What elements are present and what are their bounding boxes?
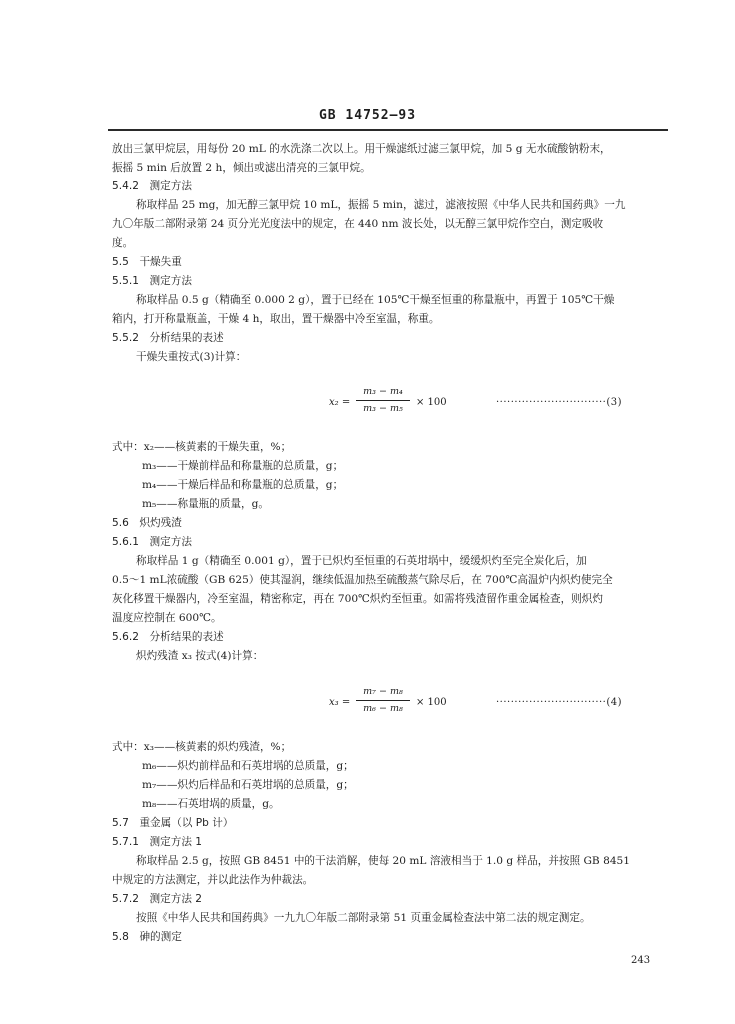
section-heading-5-6: 5.6 炽灼残渣 [112, 517, 182, 529]
equation-4-number: ······························(4) [496, 697, 623, 708]
paragraph-line: 温度应控制在 600℃。 [112, 612, 222, 624]
page-number: 243 [631, 955, 651, 966]
paragraph-line: 放出三氯甲烷层，用每份 20 mL 的水洗涤二次以上。用干燥滤纸过滤三氯甲烷，加 5 g 无水硫酸钠粉末， [112, 143, 611, 155]
paragraph-line: 炽灼残渣 x₃ 按式(4)计算： [136, 650, 264, 662]
paragraph-line: 称取样品 2.5 g，按照 GB 8451 中的干法消解，使每 20 mL 溶液相当于 1.0 g 样品，并按照 GB 8451 [136, 855, 631, 867]
standard-code-header: GB 14752—93 [318, 108, 417, 123]
header-rule [108, 129, 668, 131]
paragraph-line: 式中：x₃——核黄素的炽灼残渣，%； [112, 741, 292, 753]
equation-3-numerator: m₃ − m₄ [363, 386, 403, 397]
variable-definition: m₇——炽灼后样品和石英坩埚的总质量，g； [142, 779, 354, 791]
section-heading-5-7: 5.7 重金属（以 Pb 计） [112, 817, 234, 829]
paragraph-line: 式中：x₂——核黄素的干燥失重，%； [112, 441, 292, 453]
paragraph-line: 称取样品 25 mg，加无醇三氯甲烷 10 mL，振摇 5 min，滤过，滤液按照《中华人民共和国药典》一九 [136, 199, 626, 211]
paragraph-line: 称取样品 1 g（精确至 0.001 g），置于已炽灼至恒重的石英坩埚中，缓缓炽灼至完全炭化后，加 [136, 555, 587, 567]
section-heading-5-7-2: 5.7.2 测定方法 2 [112, 893, 203, 905]
section-heading-5-5-2: 5.5.2 分析结果的表述 [112, 332, 224, 344]
section-heading-5-4-2: 5.4.2 测定方法 [112, 180, 192, 192]
equation-3-rhs: × 100 [416, 397, 447, 408]
paragraph-line: 灰化移置干燥器内，冷至室温，精密称定，再在 700℃炽灼至恒重。如需将残渣留作重金属检查，则炽灼 [112, 593, 603, 605]
equation-3-denominator: m₃ − m₅ [363, 403, 403, 414]
paragraph-line: 振摇 5 min 后放置 2 h，倾出或滤出清亮的三氯甲烷。 [112, 162, 371, 174]
variable-definition: m₆——炽灼前样品和石英坩埚的总质量，g； [142, 760, 354, 772]
equation-3-lhs: x₂ = [329, 397, 351, 408]
variable-definition: m₈——石英坩埚的质量，g。 [142, 798, 280, 810]
equation-4-denominator: m₆ − m₈ [363, 703, 403, 714]
section-heading-5-6-2: 5.6.2 分析结果的表述 [112, 631, 224, 643]
section-heading-5-6-1: 5.6.1 测定方法 [112, 536, 192, 548]
equation-4-fraction-bar [356, 700, 410, 701]
paragraph-line: 中规定的方法测定，并以此法作为仲裁法。 [112, 874, 314, 886]
equation-3-fraction-bar [356, 400, 410, 401]
section-heading-5-8: 5.8 砷的测定 [112, 931, 182, 943]
equation-4-rhs: × 100 [416, 697, 447, 708]
variable-definition: m₅——称量瓶的质量，g。 [142, 498, 270, 510]
paragraph-line: 称取样品 0.5 g（精确至 0.000 2 g），置于已经在 105℃干燥至恒重的称量瓶中，再置于 105℃干燥 [136, 294, 615, 306]
paragraph-line: 0.5～1 mL浓硫酸（GB 625）使其湿润，继续低温加热至硫酸蒸气除尽后，在 700℃高温炉内炽灼使完全 [112, 574, 613, 586]
section-heading-5-7-1: 5.7.1 测定方法 1 [112, 836, 203, 848]
paragraph-line: 九〇年版二部附录第 24 页分光光度法中的规定，在 440 nm 波长处，以无醇三氯甲烷作空白，测定吸收 [112, 218, 604, 230]
section-heading-5-5-1: 5.5.1 测定方法 [112, 275, 192, 287]
equation-4-lhs: x₃ = [329, 697, 351, 708]
paragraph-line: 干燥失重按式(3)计算： [136, 351, 247, 363]
section-heading-5-5: 5.5 干燥失重 [112, 256, 182, 268]
paragraph-line: 度。 [112, 237, 134, 249]
equation-4-numerator: m₇ − m₈ [363, 686, 403, 697]
variable-definition: m₃——干燥前样品和称量瓶的总质量，g； [142, 460, 344, 472]
equation-3-number: ······························(3) [496, 397, 623, 408]
paragraph-line: 按照《中华人民共和国药典》一九九〇年版二部附录第 51 页重金属检查法中第二法的规定测定。 [136, 912, 591, 924]
variable-definition: m₄——干燥后样品和称量瓶的总质量，g； [142, 479, 344, 491]
paragraph-line: 箱内，打开称量瓶盖，干燥 4 h，取出，置干燥器中冷至室温，称重。 [112, 313, 440, 325]
